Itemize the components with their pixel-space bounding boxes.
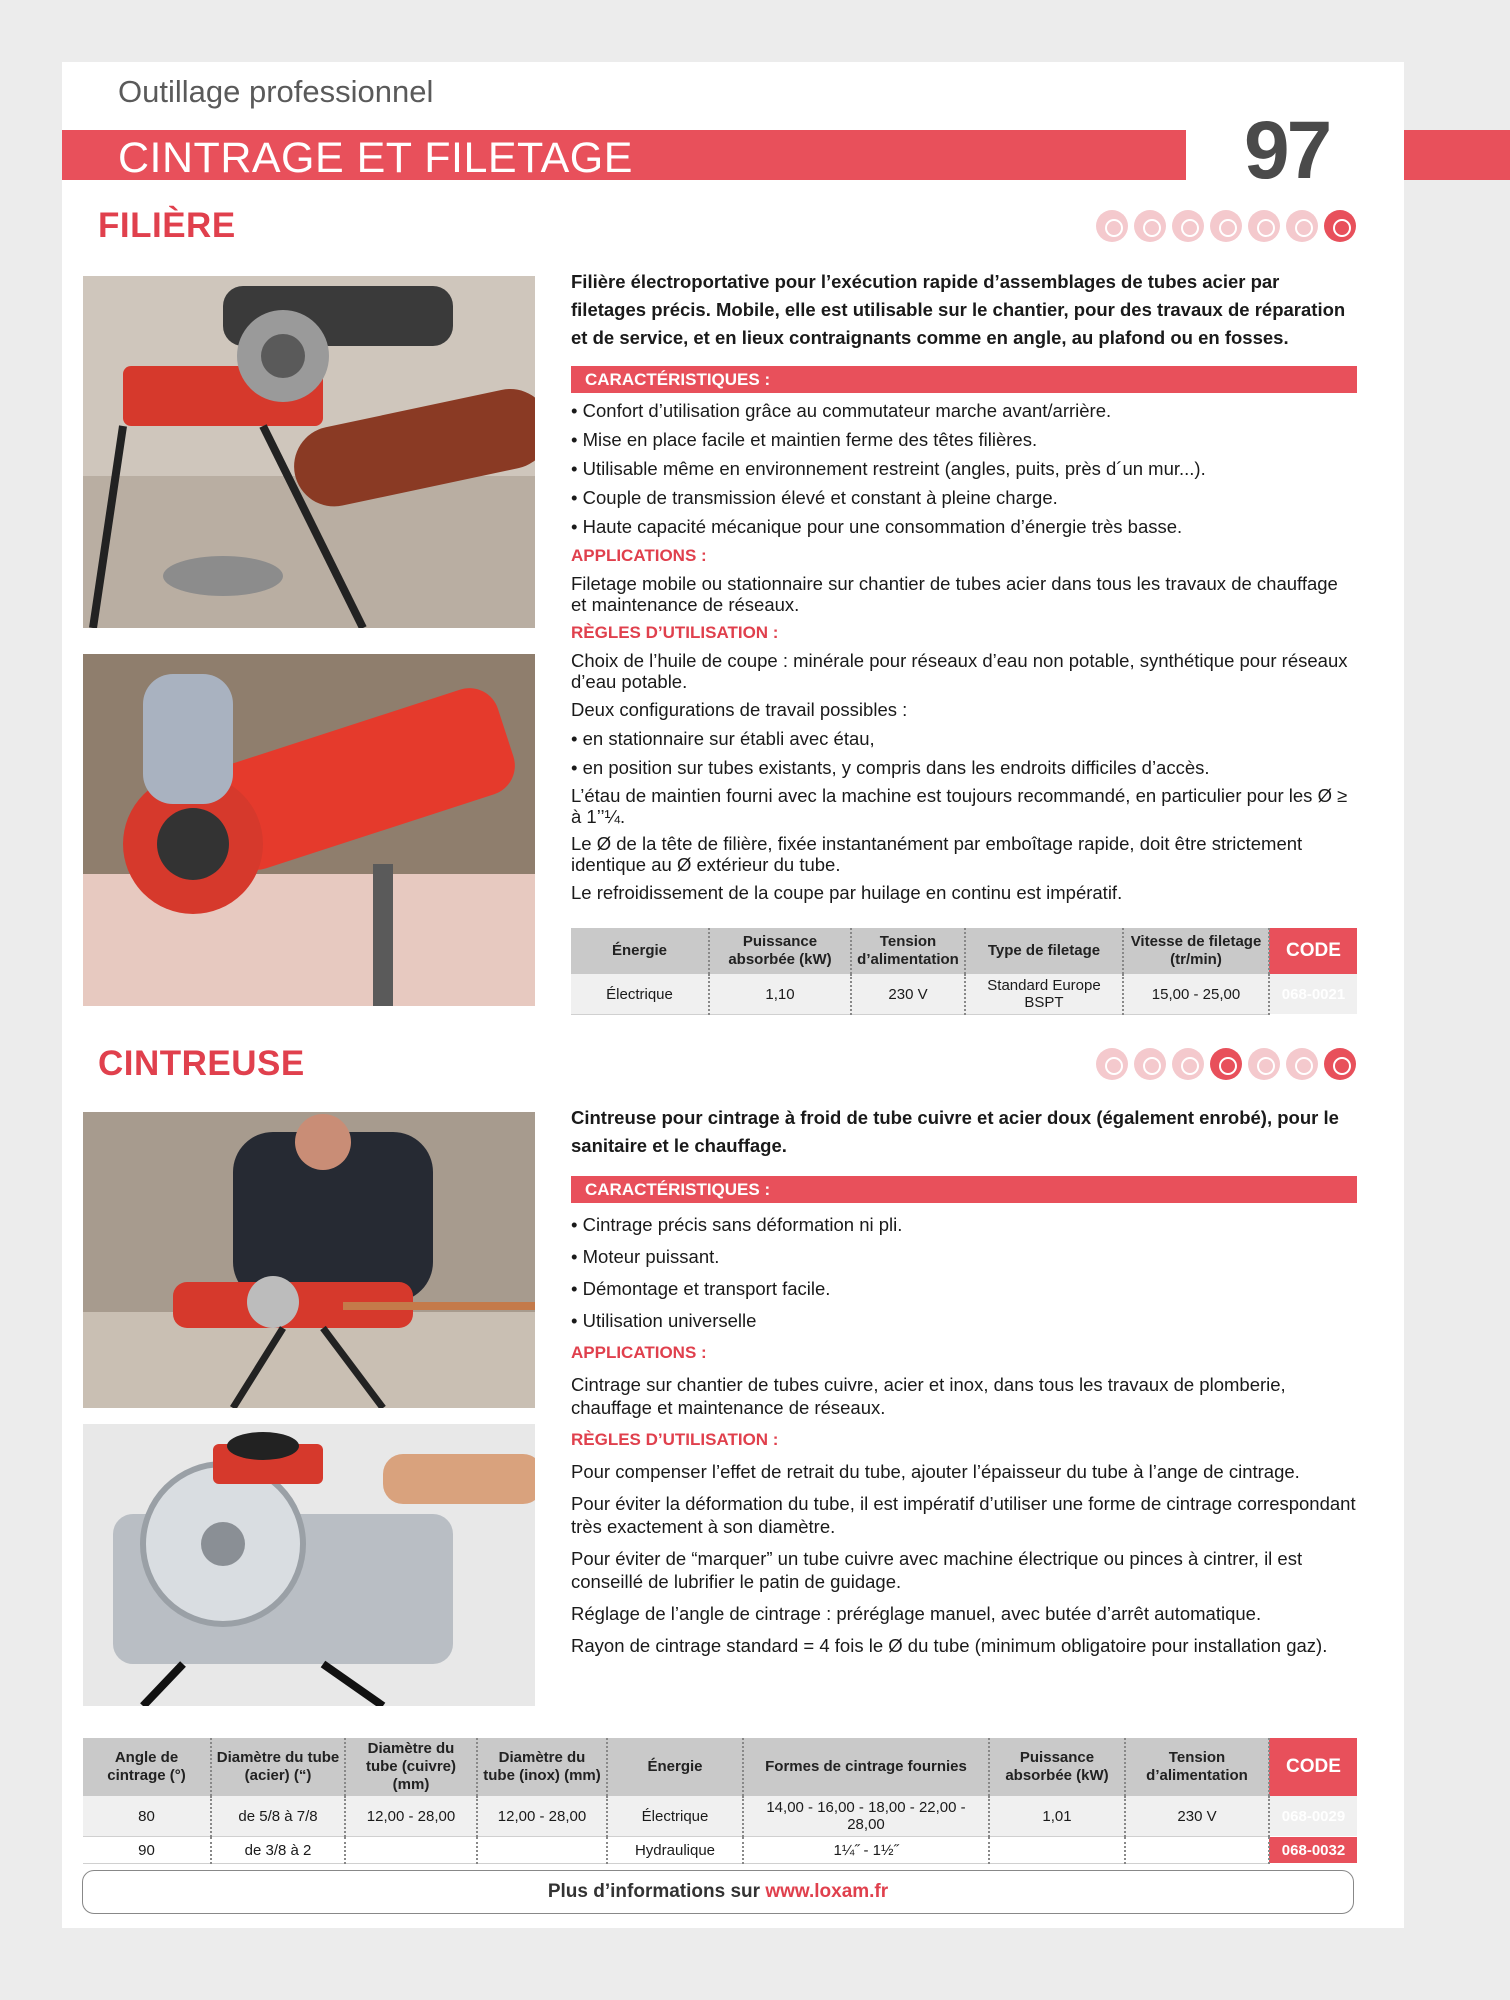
filiere-usage-icons [1096,210,1356,242]
cintreuse-feature: • Cintrage précis sans déformation ni pli. [571,1213,1357,1236]
cintreuse-feature: • Démontage et transport facile. [571,1277,1357,1300]
filiere-photo-1 [83,276,535,628]
usage-icon-4-active [1210,1048,1242,1080]
filiere-regles-label: RÈGLES D’UTILISATION : [571,623,779,642]
filiere-photo-2 [83,654,535,1006]
table-cell: 15,00 - 25,00 [1123,974,1269,1015]
usage-icon-4 [1210,210,1242,242]
table-cell [345,1837,477,1864]
page-title: CINTRAGE ET FILETAGE [118,134,633,182]
usage-icon-7-active [1324,1048,1356,1080]
table-cell: 230 V [1125,1796,1269,1837]
cintreuse-regles-text: Pour éviter de “marquer” un tube cuivre avec machine électrique ou pinces à cintrer, il est conseillé de lubrifier le patin de guidage. [571,1548,1303,1592]
filiere-regles-text: L’étau de maintien fourni avec la machine est toujours recommandé, en particulier pour les Ø ≥ à 1’’¼. [571,785,1348,827]
table-header: Énergie [607,1738,743,1796]
filiere-feature: • Mise en place facile et maintien ferme des têtes filières. [571,428,1357,451]
filiere-regles-text: Le Ø de la tête de filière, fixée instantanément par emboîtage rapide, doit être strictement identique au Ø extérieur du tube. [571,833,1303,875]
table-cell: 1,10 [709,974,851,1015]
usage-icon-6 [1286,210,1318,242]
table-cell: 12,00 - 28,00 [477,1796,607,1837]
table-row [83,1796,1357,1837]
table-cell: Hydraulique [607,1837,743,1864]
usage-icon-1 [1096,1048,1128,1080]
cintreuse-regles-text: Rayon de cintrage standard = 4 fois le Ø du tube (minimum obligatoire pour installation gaz). [571,1635,1328,1656]
filiere-feature: • Couple de transmission élevé et constant à pleine charge. [571,486,1357,509]
table-cell: 90 [83,1837,211,1864]
website-link[interactable]: www.loxam.fr [765,1881,889,1902]
table-header: Angle de cintrage (°) [83,1738,211,1796]
filiere-feature: • Confort d’utilisation grâce au commutateur marche avant/arrière. [571,399,1357,422]
usage-icon-2 [1134,210,1166,242]
usage-icon-5 [1248,1048,1280,1080]
table-header: Énergie [571,928,709,974]
table-cell-code: 068-0021 [1269,974,1357,1015]
usage-icon-3 [1172,210,1204,242]
cintreuse-intro: Cintreuse pour cintrage à froid de tube cuivre et acier doux (également enrobé), pour le sanitaire et le chauffage. [571,1107,1339,1156]
cintreuse-regles-text: Pour compenser l’effet de retrait du tube, ajouter l’épaisseur du tube à l’ange de cintrage. [571,1461,1300,1482]
table-cell: de 3/8 à 2 [211,1837,345,1864]
table-header: Tension d’alimentation [1125,1738,1269,1796]
filiere-description [571,268,1357,910]
table-cell: de 5/8 à 7/8 [211,1796,345,1837]
usage-icon-6 [1286,1048,1318,1080]
table-header: Puissance absorbée (kW) [709,928,851,974]
filiere-regles-text: Le refroidissement de la coupe par huilage en continu est impératif. [571,882,1123,903]
filiere-regles-text: Deux configurations de travail possibles : [571,699,908,720]
usage-icon-5 [1248,210,1280,242]
cintreuse-feature: • Utilisation universelle [571,1309,1357,1332]
table-cell: 12,00 - 28,00 [345,1796,477,1837]
table-header-row [571,928,1357,974]
cintreuse-usage-icons [1096,1048,1356,1080]
cintreuse-photo-1 [83,1112,535,1408]
filiere-applications-text: Filetage mobile ou stationnaire sur chantier de tubes acier dans tous les travaux de chauffage et maintenance de réseaux. [571,573,1338,615]
cintreuse-spec-table [83,1738,1357,1864]
cintreuse-photo-2 [83,1424,535,1706]
filiere-spec-table [571,928,1357,1015]
table-cell: 230 V [851,974,965,1015]
filiere-feature: • Utilisable même en environnement restreint (angles, puits, près d´un mur...). [571,457,1357,480]
table-cell [1125,1837,1269,1864]
table-header-code: CODE [1269,1738,1357,1796]
cintreuse-regles-text: Réglage de l’angle de cintrage : préréglage manuel, avec butée d’arrêt automatique. [571,1603,1262,1624]
table-cell: 80 [83,1796,211,1837]
usage-icon-7-active [1324,210,1356,242]
filiere-intro: Filière électroportative pour l’exécution rapide d’assemblages de tubes acier par filetages précis. Mobile, elle est utilisable sur le chantier, pour des travaux de réparation et de service, et en lieux contraignants comme en angle, au plafond ou en fosses. [571,271,1346,348]
table-header: Diamètre du tube (inox) (mm) [477,1738,607,1796]
table-cell: 1¼˝ - 1½˝ [743,1837,989,1864]
cintreuse-regles-label: RÈGLES D’UTILISATION : [571,1430,779,1449]
table-header: Vitesse de filetage (tr/min) [1123,928,1269,974]
footer-banner [82,1870,1354,1914]
edge-accent-bar [1404,130,1510,180]
section-label: Outillage professionnel [118,74,434,109]
footer-text: Plus d’informations sur [547,1881,766,1902]
cintreuse-applications-text: Cintrage sur chantier de tubes cuivre, acier et inox, dans tous les travaux de plomberie, chauffage et maintenance de réseaux. [571,1374,1286,1418]
page-number: 97 [1244,105,1330,196]
cintreuse-caracteristiques-bar: CARACTÉRISTIQUES : [571,1176,1357,1203]
filiere-regles-text: Choix de l’huile de coupe : minérale pour réseaux d’eau non potable, synthétique pour réseaux d’eau potable. [571,650,1348,692]
table-cell-code: 068-0029 [1269,1796,1357,1837]
table-cell [989,1837,1125,1864]
filiere-applications-label: APPLICATIONS : [571,546,707,565]
table-header: Diamètre du tube (acier) (“) [211,1738,345,1796]
filiere-heading: FILIÈRE [98,206,236,245]
catalog-page [62,62,1404,1928]
cintreuse-regles-text: Pour éviter la déformation du tube, il est impératif d’utiliser une forme de cintrage correspondant très exactement à son diamètre. [571,1493,1356,1537]
usage-icon-1 [1096,210,1128,242]
table-header-row [83,1738,1357,1796]
table-cell: Électrique [571,974,709,1015]
table-cell: Électrique [607,1796,743,1837]
table-cell-code: 068-0032 [1269,1837,1357,1864]
table-header-code: CODE [1269,928,1357,974]
table-header: Formes de cintrage fournies [743,1738,989,1796]
table-header: Diamètre du tube (cuivre) (mm) [345,1738,477,1796]
filiere-regles-bullet: • en stationnaire sur établi avec étau, [571,727,1357,750]
cintreuse-description [571,1104,1357,1663]
usage-icon-3 [1172,1048,1204,1080]
cintreuse-heading: CINTREUSE [98,1044,305,1083]
table-cell: 1,01 [989,1796,1125,1837]
table-cell: 14,00 - 16,00 - 18,00 - 22,00 - 28,00 [743,1796,989,1837]
table-row [83,1837,1357,1864]
filiere-regles-bullet: • en position sur tubes existants, y compris dans les endroits difficiles d’accès. [571,756,1357,779]
usage-icon-2 [1134,1048,1166,1080]
filiere-feature: • Haute capacité mécanique pour une consommation d’énergie très basse. [571,515,1357,538]
table-header: Tension d’alimentation [851,928,965,974]
table-cell [477,1837,607,1864]
table-row [571,974,1357,1015]
cintreuse-applications-label: APPLICATIONS : [571,1343,707,1362]
filiere-caracteristiques-bar: CARACTÉRISTIQUES : [571,366,1357,393]
title-bar [62,130,1186,180]
cintreuse-feature: • Moteur puissant. [571,1245,1357,1268]
table-cell: Standard Europe BSPT [965,974,1123,1015]
table-header: Type de filetage [965,928,1123,974]
table-header: Puissance absorbée (kW) [989,1738,1125,1796]
